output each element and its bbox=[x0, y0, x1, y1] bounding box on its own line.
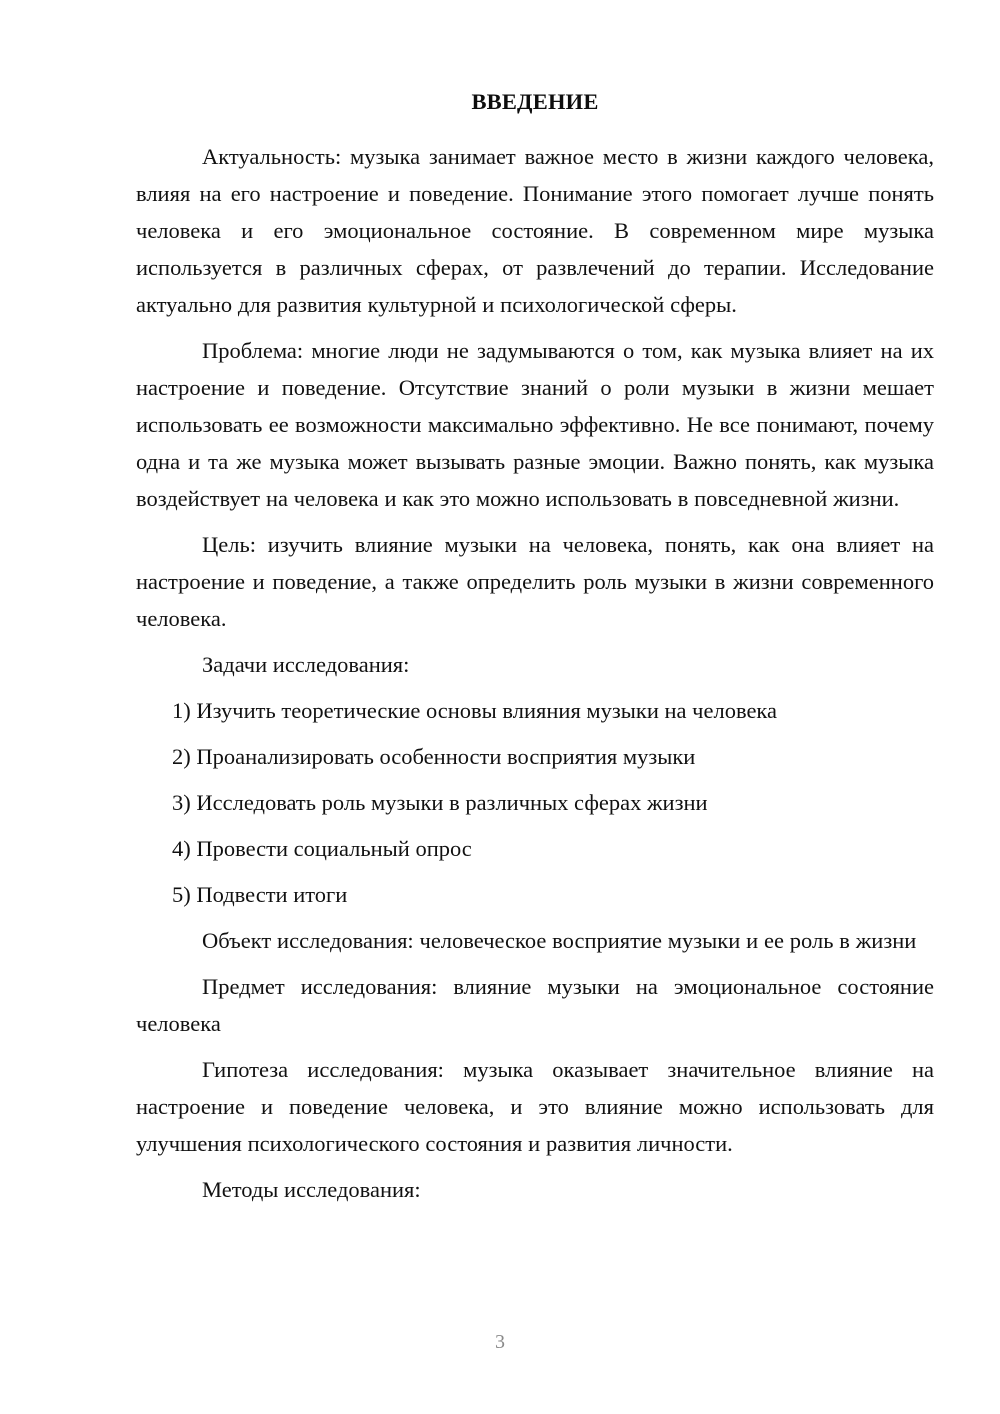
paragraph-object: Объект исследования: человеческое восприятие музыки и ее роль в жизни bbox=[202, 928, 917, 954]
page-number: 3 bbox=[495, 1331, 505, 1353]
list-item: 5) Подвести итоги bbox=[172, 882, 348, 908]
heading-tasks: Задачи исследования: bbox=[202, 652, 410, 678]
paragraph-relevance: Актуальность: музыка занимает важное место в жизни каждого человека, влияя на его настроение и поведение. Понимание этого помогает лучше понять человека и его эмоциональное состояние. В современном мире музыка используется в различных сферах, от развлечений до терапии. Исследование актуально для развития культурной и психологической сферы. bbox=[136, 144, 934, 318]
paragraph-problem: Проблема: многие люди не задумываются о том, как музыка влияет на их настроение и поведение. Отсутствие знаний о роли музыки в жизни мешает использовать ее возможности максимально эффективно. Не все понимают, почему одна и та же музыка может вызывать разные эмоции. Важно понять, как музыка воздействует на человека и как это можно использовать в повседневной жизни. bbox=[136, 338, 934, 512]
list-item: 2) Проанализировать особенности восприятия музыки bbox=[172, 744, 696, 770]
heading-methods: Методы исследования: bbox=[202, 1177, 421, 1203]
paragraph-goal: Цель: изучить влияние музыки на человека, понять, как она влияет на настроение и поведение, а также определить роль музыки в жизни современного человека. bbox=[136, 532, 934, 632]
document-body bbox=[136, 88, 934, 1217]
tasks-list bbox=[136, 692, 934, 913]
page-title: ВВЕДЕНИЕ bbox=[471, 89, 599, 114]
list-item: 4) Провести социальный опрос bbox=[172, 836, 472, 862]
paragraph-hypothesis: Гипотеза исследования: музыка оказывает значительное влияние на настроение и поведение человека, и это влияние можно использовать для улучшения психологического состояния и развития личности. bbox=[136, 1057, 934, 1157]
paragraph-subject: Предмет исследования: влияние музыки на эмоциональное состояние человека bbox=[136, 974, 934, 1037]
list-item: 3) Исследовать роль музыки в различных сферах жизни bbox=[172, 790, 708, 816]
list-item: 1) Изучить теоретические основы влияния музыки на человека bbox=[172, 698, 778, 724]
